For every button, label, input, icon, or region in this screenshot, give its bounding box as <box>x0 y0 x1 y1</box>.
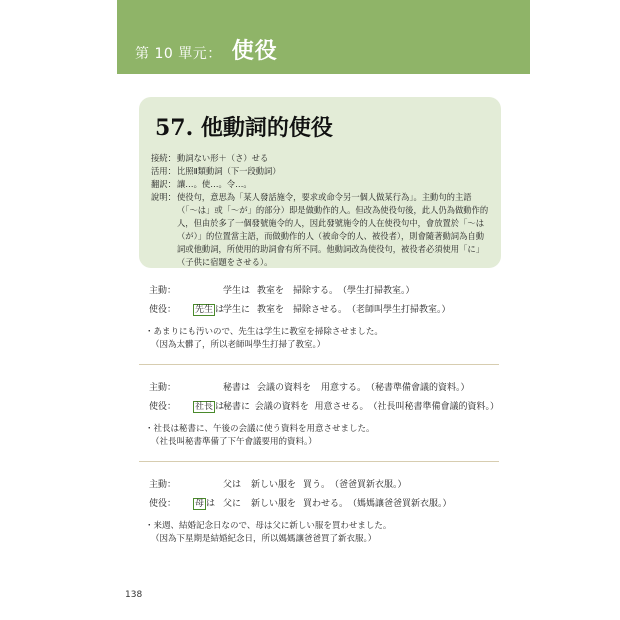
info-key: 活用： <box>151 166 176 176</box>
example-block <box>139 476 499 546</box>
causee: 父に <box>223 499 242 509</box>
info-value: 讓…。使…。令…。 <box>177 179 252 189</box>
example-list <box>139 282 499 546</box>
role-label: 使役： <box>149 499 177 509</box>
info-key: 接続： <box>151 153 176 163</box>
example-translation: （因為下星期是結婚紀念日，所以媽媽讓爸爸買了新衣服。） <box>151 534 377 544</box>
role-label: 主動： <box>149 480 177 490</box>
translation: （爸爸買新衣服。） <box>330 480 407 490</box>
example-translation: （社長叫秘書準備了下午會議要用的資料。） <box>151 437 317 447</box>
active-line <box>139 379 499 398</box>
object: 教室を <box>257 286 285 296</box>
example-block <box>139 282 499 352</box>
translation: （老師叫學生打掃教室。） <box>347 305 451 315</box>
info-value: 使役句，意思為「某人發話施令，要求或命令另一個人做某行為」。主動句的主語（「～は」或「～が」的部分）即是做動作的人。但改為使役句後，此人仍為做動作的人，但由於多了一個發號施令的人，因此發號施令的人在使役句中，會放置於「～は（が）」的位置當主語，而做動作的人（被命令的人、被役者），則會隨著動詞為自動詞或他動詞，所使用的助詞會有所不同。他動詞改為使役句，被役者必須使用「に」（子供に宿題をさせる）。 <box>177 192 489 267</box>
role-label: 使役： <box>149 305 177 315</box>
info-key: 說明： <box>151 192 176 202</box>
example-translation: （因為太髒了，所以老師叫學生打掃了教室。） <box>151 340 326 350</box>
subject-placeholder <box>193 282 223 301</box>
info-row <box>151 178 491 191</box>
verb: 買わせる。 <box>303 499 349 509</box>
causee: 秘書に <box>223 402 251 412</box>
example-sentence: ・あまりにも汚いので、先生は学生に教室を掃除させました。 <box>145 327 383 337</box>
role-label: 使役： <box>149 402 177 412</box>
subject-placeholder <box>193 476 223 495</box>
role-label: 主動： <box>149 286 177 296</box>
causer-boxed: 母 <box>195 499 205 509</box>
causative-line <box>139 398 499 417</box>
object: 会議の資料を <box>254 402 309 412</box>
verb: 用意する。 <box>321 383 367 393</box>
causer-boxed: 先生 <box>195 305 214 315</box>
translation: （學生打掃教室。） <box>338 286 415 296</box>
active-line <box>139 476 499 495</box>
object: 新しい服を <box>251 499 297 509</box>
info-value: 動詞ない形＋（さ）せる <box>177 153 269 163</box>
unit-banner <box>117 0 530 74</box>
causer-boxed: 社長 <box>195 402 214 412</box>
info-key: 翻訳： <box>151 179 176 189</box>
causative-line <box>139 495 499 514</box>
subject-placeholder <box>193 379 223 398</box>
grammar-title: 57. 他動詞的使役 <box>155 115 333 141</box>
book-page <box>117 0 530 620</box>
causer-particle: は <box>215 402 225 412</box>
causer-group <box>193 398 223 417</box>
causer-group <box>193 301 223 320</box>
translation: （社長叫秘書準備會議的資料。） <box>368 402 499 412</box>
info-row <box>151 191 491 269</box>
info-value: 比照Ⅱ類動詞（下一段動詞） <box>177 166 281 176</box>
divider <box>139 461 499 462</box>
causer-particle: は <box>206 499 216 509</box>
translation: （秘書準備會議的資料。） <box>366 383 470 393</box>
unit-title: 使役 <box>231 39 278 64</box>
subject: 学生は <box>223 286 251 296</box>
subject: 秘書は <box>223 383 251 393</box>
object: 会議の資料を <box>257 383 312 393</box>
info-row <box>151 165 491 178</box>
causee: 学生に <box>223 305 251 315</box>
causer-group <box>193 495 223 514</box>
subject: 父は <box>223 480 242 490</box>
unit-label: 第 10 單元： <box>135 46 222 62</box>
grammar-info <box>151 152 491 269</box>
object: 新しい服を <box>251 480 297 490</box>
translation: （媽媽讓爸爸買新衣服。） <box>348 499 452 509</box>
role-label: 主動： <box>149 383 177 393</box>
verb: 掃除する。 <box>293 286 339 296</box>
verb: 買う。 <box>303 480 331 490</box>
info-row <box>151 152 491 165</box>
example-sentence: ・社長は秘書に、午後の会議に使う資料を用意させました。 <box>145 424 375 434</box>
active-line <box>139 282 499 301</box>
verb: 掃除させる。 <box>293 305 348 315</box>
divider <box>139 364 499 365</box>
object: 教室を <box>257 305 285 315</box>
example-block <box>139 379 499 449</box>
example-sentence: ・来週、結婚記念日なので、母は父に新しい服を買わせました。 <box>145 521 392 531</box>
grammar-box <box>139 97 501 268</box>
causative-line <box>139 301 499 320</box>
causer-particle: は <box>215 305 225 315</box>
page-number: 138 <box>125 590 143 600</box>
verb: 用意させる。 <box>314 402 369 412</box>
